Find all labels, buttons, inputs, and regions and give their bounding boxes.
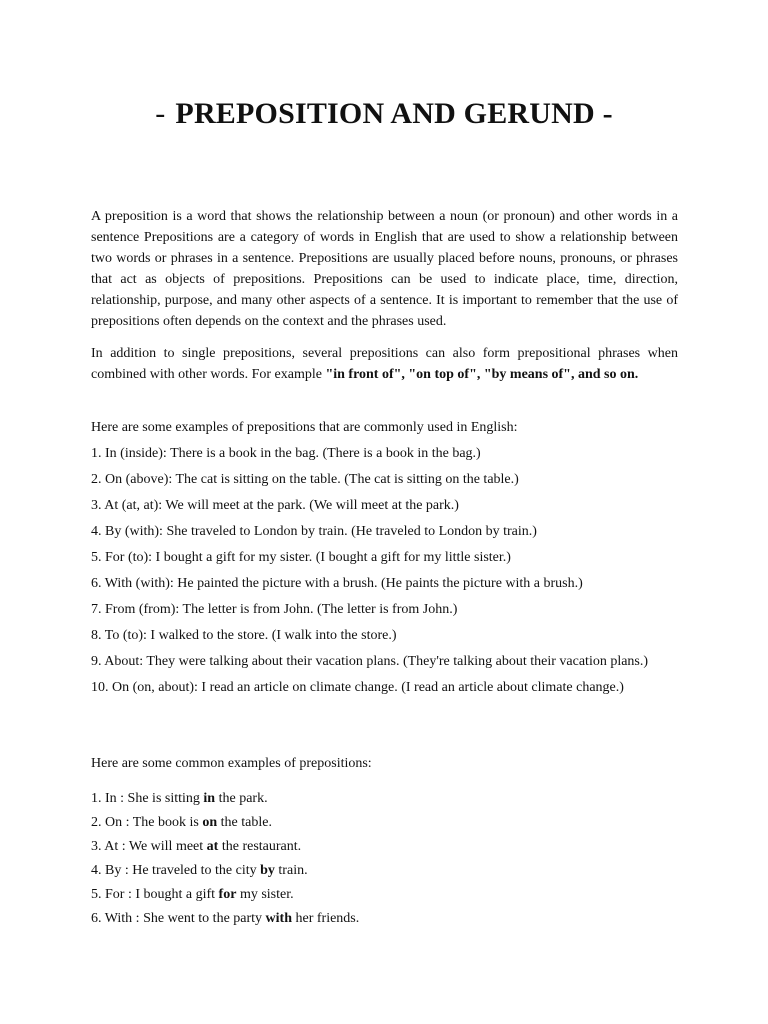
item-text: her friends.: [292, 911, 360, 926]
list-item: 1. In (inside): There is a book in the bag. (There is a book in the bag.): [91, 446, 481, 461]
item-text: train.: [274, 863, 308, 878]
phrases-lead: In addition to single prepositions, several prepositions can also form prepositional phrases when combined with other words. For example: [91, 346, 678, 382]
item-text: 4. By : He traveled to the city: [91, 863, 261, 878]
list-item: 5. For (to): I bought a gift for my sister. (I bought a gift for my little sister.): [91, 550, 511, 565]
phrases-paragraph: [91, 343, 678, 385]
list-item: 4. By (with): She traveled to London by train. (He traveled to London by train.): [91, 524, 537, 539]
item-text: the table.: [217, 815, 272, 830]
item-text: 3. At : We will meet: [91, 839, 207, 854]
title-text: PREPOSITION AND GERUND -: [175, 97, 613, 130]
common-intro: [91, 753, 678, 774]
list-item: 9. About: They were talking about their vacation plans. (They're talking about their vacation plans.): [91, 654, 649, 669]
phrases-text: [91, 343, 678, 385]
item-bold: on: [202, 815, 218, 830]
list-item: [91, 788, 678, 809]
list-item: 7. From (from): The letter is from John. (The letter is from John.): [91, 602, 458, 617]
intro-paragraph: [91, 206, 678, 332]
item-bold: with: [265, 911, 292, 926]
common-intro-text: Here are some common examples of prepositions:: [91, 756, 372, 771]
item-text: 2. On : The book is: [91, 815, 203, 830]
item-bold: for: [218, 887, 237, 902]
page-title: [0, 96, 768, 132]
list-item: [91, 908, 678, 929]
item-text: 5. For : I bought a gift: [91, 887, 219, 902]
list-item: 6. With (with): He painted the picture with a brush. (He paints the picture with a brush.): [91, 576, 583, 591]
intro-text: A preposition is a word that shows the relationship between a noun (or pronoun) and other words in a sentence Prepositions are a category of words in English that are used to show a relationship between two words or phrases in a sentence. Prepositions are usually placed before nouns, pronouns, or phrases that act as objects of prepositions. Prepositions can be used to indicate place, time, direction, relationship, purpose, and many other aspects of a sentence. It is important to remember that the use of prepositions often depends on the context and the phrases used.: [91, 209, 678, 329]
item-bold: by: [260, 863, 275, 878]
item-bold: in: [203, 791, 216, 806]
list-item: 8. To (to): I walked to the store. (I walk into the store.): [91, 628, 397, 643]
examples-intro-text: Here are some examples of prepositions that are commonly used in English:: [91, 420, 518, 435]
list-item: 2. On (above): The cat is sitting on the table. (The cat is sitting on the table.): [91, 472, 519, 487]
list-item: [91, 812, 678, 833]
examples-list: [91, 443, 678, 703]
item-text: 6. With : She went to the party: [91, 911, 266, 926]
phrases-bold: "in front of", "on top of", "by means of", and so on.: [325, 367, 639, 382]
item-text: the restaurant.: [218, 839, 302, 854]
common-list: [91, 788, 678, 932]
title-prefix: -: [155, 97, 166, 130]
list-item: 10. On (on, about): I read an article on climate change. (I read an article about climate change.): [91, 680, 624, 695]
list-item: [91, 860, 678, 881]
list-item: 3. At (at, at): We will meet at the park. (We will meet at the park.): [91, 498, 459, 513]
list-item: [91, 884, 678, 905]
item-text: my sister.: [236, 887, 294, 902]
item-text: 1. In : She is sitting: [91, 791, 204, 806]
item-text: the park.: [215, 791, 268, 806]
item-bold: at: [206, 839, 219, 854]
list-item: [91, 836, 678, 857]
examples-intro: [91, 417, 678, 438]
